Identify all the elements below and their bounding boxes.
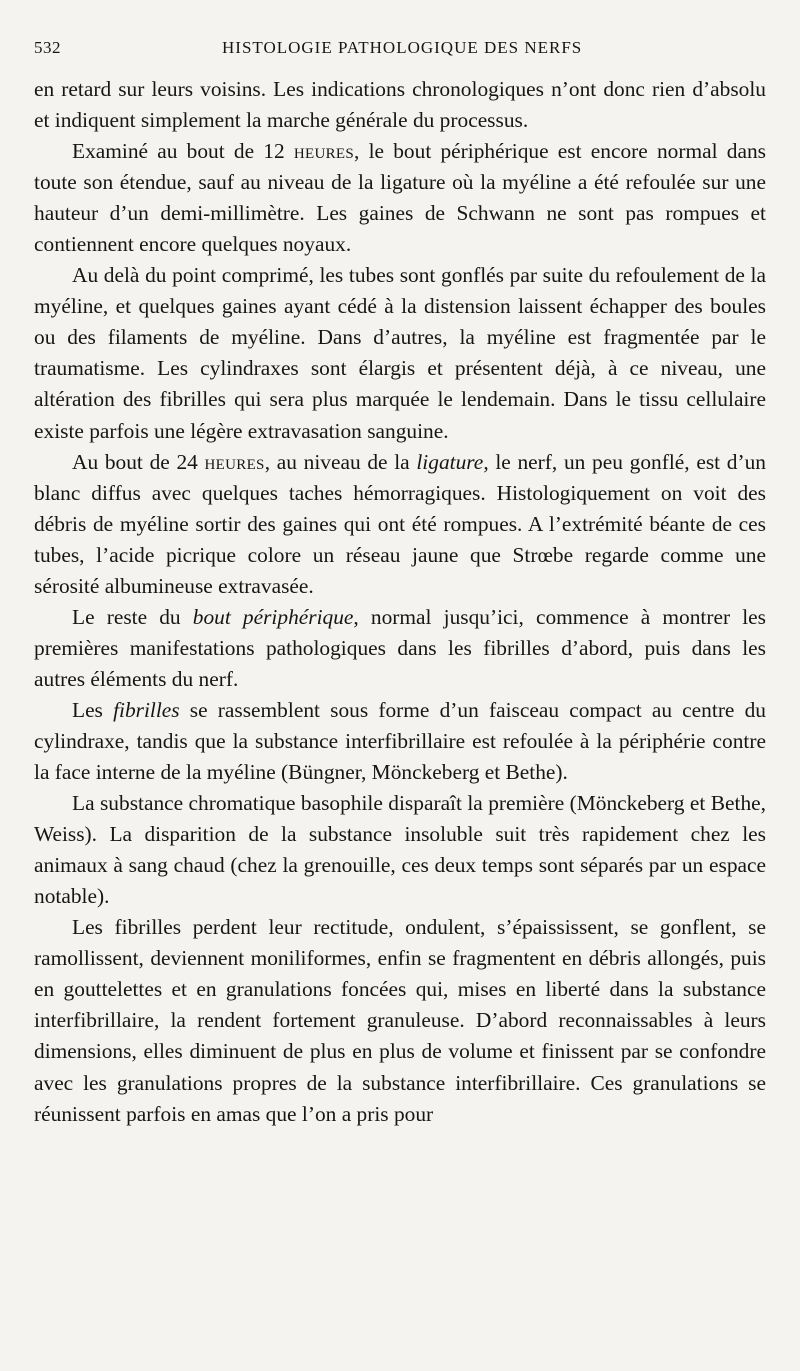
running-head — [34, 30, 766, 66]
paragraph-text: , normal jusqu’ici, commence à montrer les premières manifestations pathologiques dans les fibrilles d’abord, puis dans les autres éléments du nerf. — [34, 604, 767, 691]
italic-fibrilles: fibrilles — [113, 697, 180, 722]
paragraph-text: Au bout de 24 — [72, 449, 205, 474]
paragraph-continuation: en retard sur leurs voisins. Les indications chronologiques n’ont donc rien d’absolu et indiquent simplement la marche générale du processus. — [34, 77, 766, 133]
paragraph-chromatic-substance: La substance chromatique basophile disparaît la première (Mönckeberg et Bethe, Weiss). La disparition de la substance insoluble suit très rapidement chez les animaux à sang chaud (chez la grenouille, ces deux temps sont séparés par un espace notable). — [34, 791, 766, 909]
small-caps-heures: heures — [204, 449, 265, 474]
paragraph-12-hours — [34, 136, 766, 260]
small-caps-heures: heures — [293, 139, 355, 164]
paragraph-24-hours — [34, 447, 766, 602]
italic-bout-peripherique: bout périphérique — [192, 604, 354, 629]
paragraph-text: , au niveau de la — [264, 449, 417, 474]
paragraph-text: Les — [72, 697, 114, 722]
italic-ligature: ligature — [416, 449, 484, 474]
paragraph-text: , le bout périphérique est encore normal dans toute son étendue, sauf au niveau de la ligature où la myéline a été refoulée sur une hauteur d’un demi-millimètre. Les gaines de Schwann ne sont pas rompues et contiennent encore quelques noyaux. — [34, 139, 766, 257]
paragraph-fibril-degeneration: Les fibrilles perdent leur rectitude, ondulent, s’épaississent, se gonflent, se ramollissent, deviennent moniliformes, enfin se fragmentent en débris allongés, puis en gouttelettes et en granulations foncées qui, mises en liberté dans la substance interfibrillaire, la rendent fortement granuleuse. D’abord reconnaissables à leurs dimensions, elles diminuent de plus en plus de volume et finissent par se confondre avec les granulations propres de la substance interfibrillaire. Ces granulations se réunissent parfois en amas que l’on a pris pour — [34, 915, 766, 1126]
paragraph-text: se rassemblent sous forme d’un faisceau compact au centre du cylindraxe, tandis que la substance interfibrillaire est refoulée à la périphérie contre la face interne de la myéline (Büngner, Mönckeberg et Bethe). — [34, 697, 766, 785]
paragraph-beyond-compression: Au delà du point comprimé, les tubes sont gonflés par suite du refoulement de la myéline, et quelques gaines ayant cédé à la distension laissent échapper des boules ou des filaments de myéline. Dans d’autres, la myéline est fragmentée par le traumatisme. Les cylindraxes sont élargis et présentent déjà, à ce niveau, une altération des fibrilles qui sera plus marquée le lendemain. Dans le tissu cellulaire existe parfois une légère extravasation sanguine. — [34, 263, 766, 443]
paragraph-fibrils — [34, 695, 766, 788]
paragraph-text: , le nerf, un peu gonflé, est d’un blanc diffus avec quelques taches hémorragiques. Histologiquement on voit des débris de myéline sortir des gaines qui ont été rompues. A l’extrémité béante de ces tubes, l’acide picrique colore un réseau jaune que Strœbe regarde comme une sérosité albumineuse extravasée. — [34, 449, 766, 598]
paragraph-text: Le reste du — [72, 604, 193, 629]
paragraph-peripheral-end — [34, 602, 766, 695]
page-number: 532 — [34, 38, 61, 57]
paragraph-text: Examiné au bout de 12 — [72, 139, 294, 164]
running-title: HISTOLOGIE PATHOLOGIQUE DES NERFS — [222, 38, 583, 57]
body-text — [34, 74, 766, 1130]
